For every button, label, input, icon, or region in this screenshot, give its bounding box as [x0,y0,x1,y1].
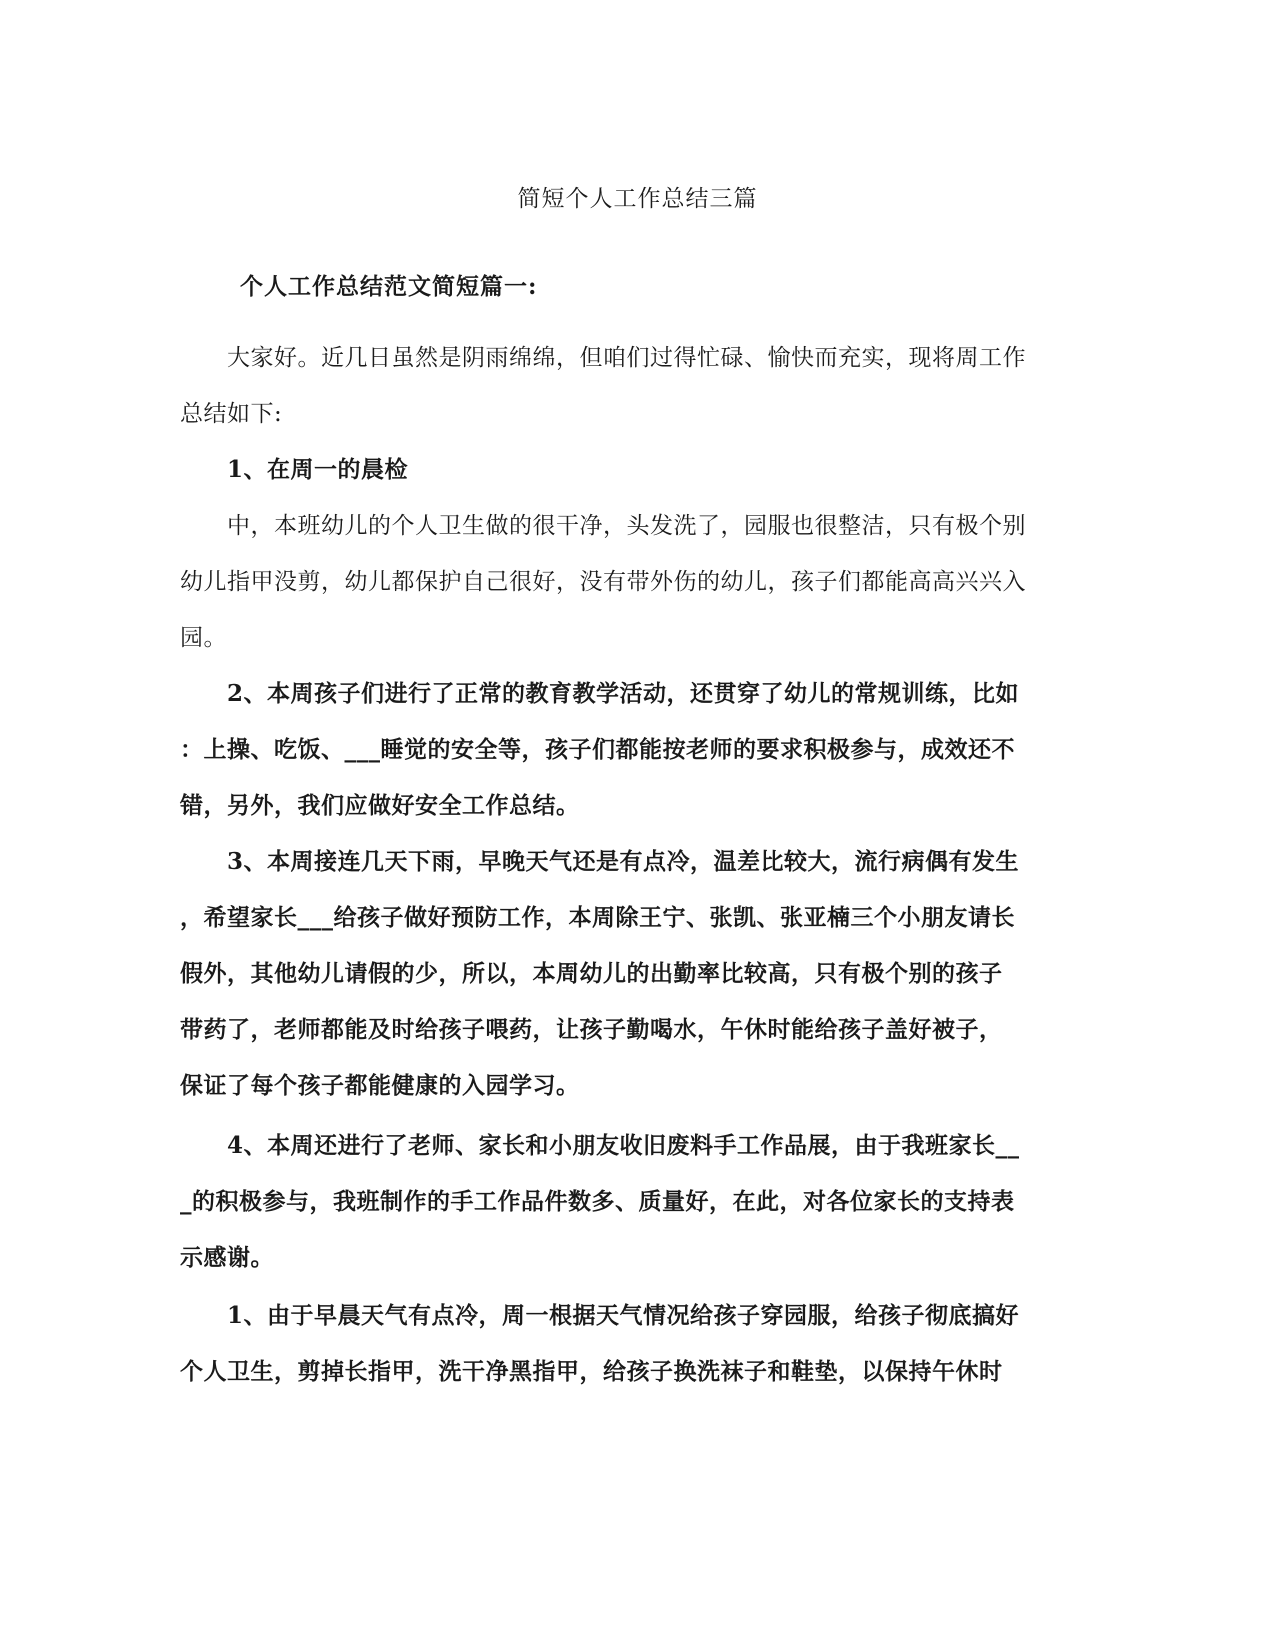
paragraph-line: 2、本周孩子们进行了正常的教育教学活动，还贯穿了幼儿的常规训练，比如 [227,680,1020,707]
paragraph-line: 保证了每个孩子都能健康的入园学习。 [180,1072,580,1099]
paragraph-line: 示感谢。 [180,1244,274,1271]
paragraph-item2 [180,666,1040,834]
paragraph-line: 4、本周还进行了老师、家长和小朋友收旧废料手工作品展，由于我班家长__ [227,1132,1020,1159]
section-heading: 个人工作总结范文简短篇一: [240,273,538,300]
paragraph-line: 中，本班幼儿的个人卫生做的很干净，头发洗了，园服也很整洁，只有极个别 [227,513,1026,539]
paragraph-line: 3、本周接连几天下雨，早晚天气还是有点冷，温差比较大，流行病偶有发生 [227,848,1020,875]
paragraph-item1-heading [180,442,1040,498]
paragraph-line: 错，另外，我们应做好安全工作总结。 [180,792,580,819]
paragraph-line: 带药了，老师都能及时给孩子喂药，让孩子勤喝水，午休时能给孩子盖好被子， [180,1016,1003,1043]
paragraph-item5 [180,1288,1040,1400]
paragraph-line: 大家好。近几日虽然是阴雨绵绵，但咱们过得忙碌、愉快而充实，现将周工作 [227,345,1026,371]
paragraph-item1-body [180,498,1040,666]
paragraph-line: ，希望家长___给孩子做好预防工作，本周除王宁、张凯、张亚楠三个小朋友请长 [180,904,1015,931]
paragraph-line: 1、在周一的晨检 [227,456,409,483]
paragraph-line: 园。 [180,625,227,651]
paragraph-item3 [180,834,1040,1114]
paragraph-line: 幼儿指甲没剪，幼儿都保护自己很好，没有带外伤的幼儿，孩子们都能高高兴兴入 [180,569,1026,595]
paragraph-line: ：上操、吃饭、___睡觉的安全等，孩子们都能按老师的要求积极参与，成效还不 [180,736,1015,763]
document-title: 简短个人工作总结三篇 [517,186,758,212]
paragraph-item4 [180,1118,1040,1286]
paragraph-line: 个人卫生，剪掉长指甲，洗干净黑指甲，给孩子换洗袜子和鞋垫，以保持午休时 [180,1358,1003,1385]
paragraph-line: 总结如下: [180,401,283,427]
paragraph-line: 1、由于早晨天气有点冷，周一根据天气情况给孩子穿园服，给孩子彻底搞好 [227,1302,1020,1329]
paragraph-intro [180,330,1040,442]
paragraph-line: 假外，其他幼儿请假的少，所以，本周幼儿的出勤率比较高，只有极个别的孩子 [180,960,1003,987]
paragraph-line: _的积极参与，我班制作的手工作品件数多、质量好，在此，对各位家长的支持表 [180,1188,1015,1215]
